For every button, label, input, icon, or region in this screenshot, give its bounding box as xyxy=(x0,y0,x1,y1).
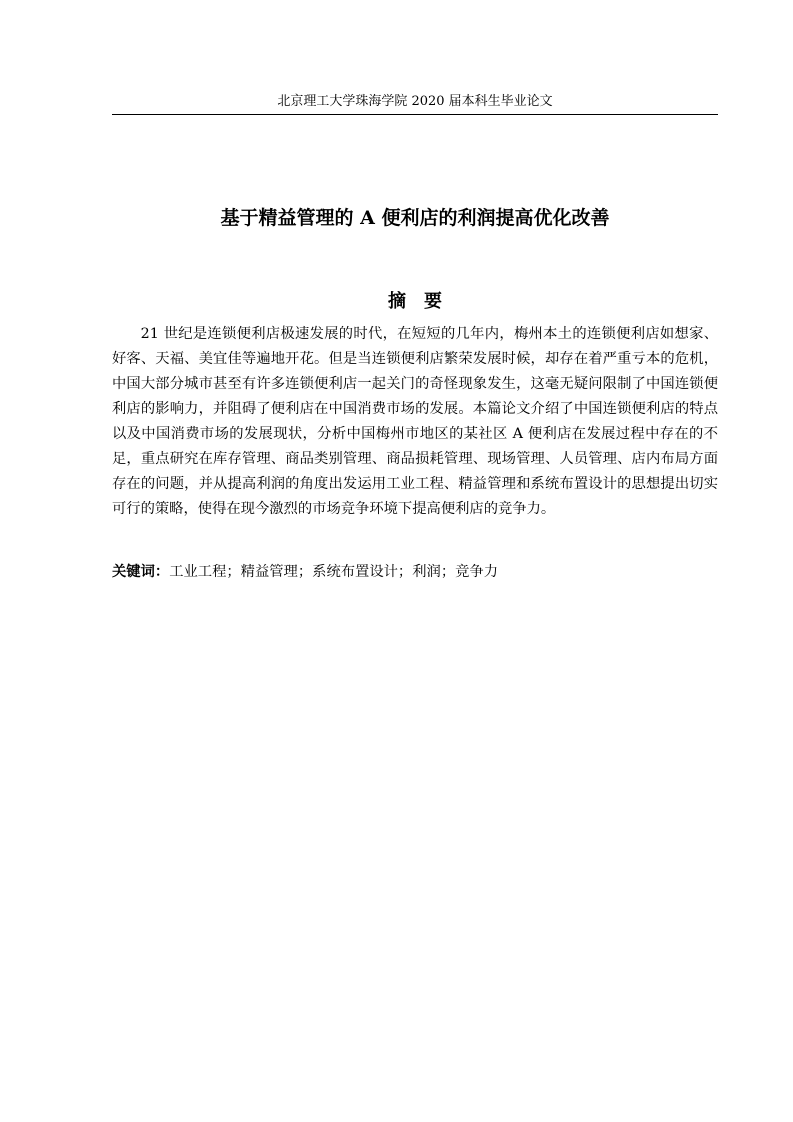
document-title: 基于精益管理的 A 便利店的利润提高优化改善 xyxy=(220,207,610,229)
keywords-text: 工业工程；精益管理；系统布置设计；利润；竞争力 xyxy=(169,564,499,580)
abstract-body: 21 世纪是连锁便利店极速发展的时代，在短短的几年内，梅州本土的连锁便利店如想家、好客、天福、美宜佳等遍地开花。但是当连锁便利店繁荣发展时候，却存在着严重亏本的危机，中国大部分城市甚至有许多连锁便利店一起关门的奇怪现象发生，这毫无疑问限制了中国连锁便利店的影响力，并阻碍了便利店在中国消费市场的发展。本篇论文介绍了中国连锁便利店的特点以及中国消费市场的发展现状，分析中国梅州市地区的某社区 A 便利店在发展过程中存在的不足，重点研究在库存管理、商品类别管理、商品损耗管理、现场管理、人员管理、店内布局方面存在的问题，并从提高利润的角度出发运用工业工程、精益管理和系统布置设计的思想提出切实可行的策略，使得在现今激烈的市场竞争环境下提高便利店的竞争力。 xyxy=(112,326,718,517)
header-text: 北京理工大学珠海学院 2020 届本科生毕业论文 xyxy=(277,94,553,109)
abstract-heading: 摘 要 xyxy=(388,291,442,312)
page-header xyxy=(112,92,718,115)
keywords-line xyxy=(112,560,718,585)
keywords-label: 关键词： xyxy=(112,564,170,580)
